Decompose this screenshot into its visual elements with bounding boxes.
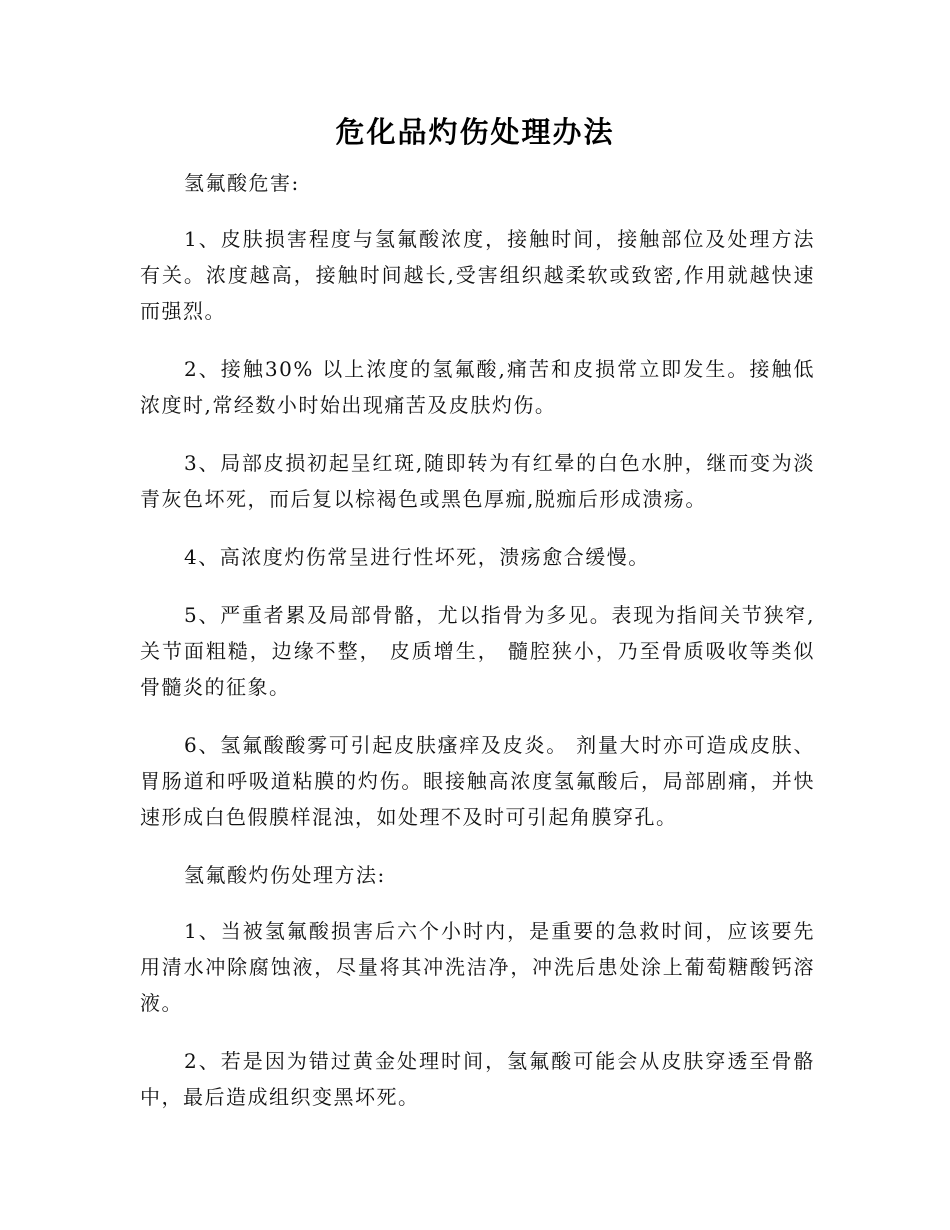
document-body: [140, 165, 815, 1137]
section-heading-hazards: 氢氟酸危害:: [184, 171, 300, 195]
treatment-item-1: 1、当被氢氟酸损害后六个小时内，是重要的急救时间，应该要先用清水冲除腐蚀液，尽量将其冲洗洁净，冲洗后患处涂上葡萄糖酸钙溶液。: [140, 919, 815, 1015]
hazard-item-2: 2、接触30% 以上浓度的氢氟酸,痛苦和皮损常立即发生。接触低浓度时,常经数小时始出现痛苦及皮肤灼伤。: [140, 357, 815, 417]
hazard-item-4: 4、高浓度灼伤常呈进行性坏死，溃疡愈合缓慢。: [184, 545, 650, 569]
document-title: 危化品灼伤处理办法: [335, 115, 615, 149]
section-heading-treatment: 氢氟酸灼伤处理方法:: [184, 863, 386, 887]
hazard-item-1: 1、皮肤损害程度与氢氟酸浓度，接触时间，接触部位及处理方法有关。浓度越高，接触时间越长,受害组织越柔软或致密,作用就越快速而强烈。: [140, 227, 815, 323]
hazard-item-6: 6、氢氟酸酸雾可引起皮肤瘙痒及皮炎。 剂量大时亦可造成皮肤、 胃肠道和呼吸道粘膜的灼伤。眼接触高浓度氢氟酸后，局部剧痛，并快速形成白色假膜样混浊，如处理不及时可引起角膜穿孔。: [140, 733, 815, 829]
treatment-item-2: 2、若是因为错过黄金处理时间，氢氟酸可能会从皮肤穿透至骨骼中，最后造成组织变黑坏死。: [140, 1049, 815, 1109]
hazard-item-5: 5、严重者累及局部骨骼，尤以指骨为多见。表现为指间关节狭窄,关节面粗糙，边缘不整， 皮质增生， 髓腔狭小，乃至骨质吸收等类似骨髓炎的征象。: [140, 603, 815, 699]
hazard-item-3: 3、局部皮损初起呈红斑,随即转为有红晕的白色水肿，继而变为淡青灰色坏死，而后复以棕褐色或黑色厚痂,脱痂后形成溃疡。: [140, 451, 815, 511]
